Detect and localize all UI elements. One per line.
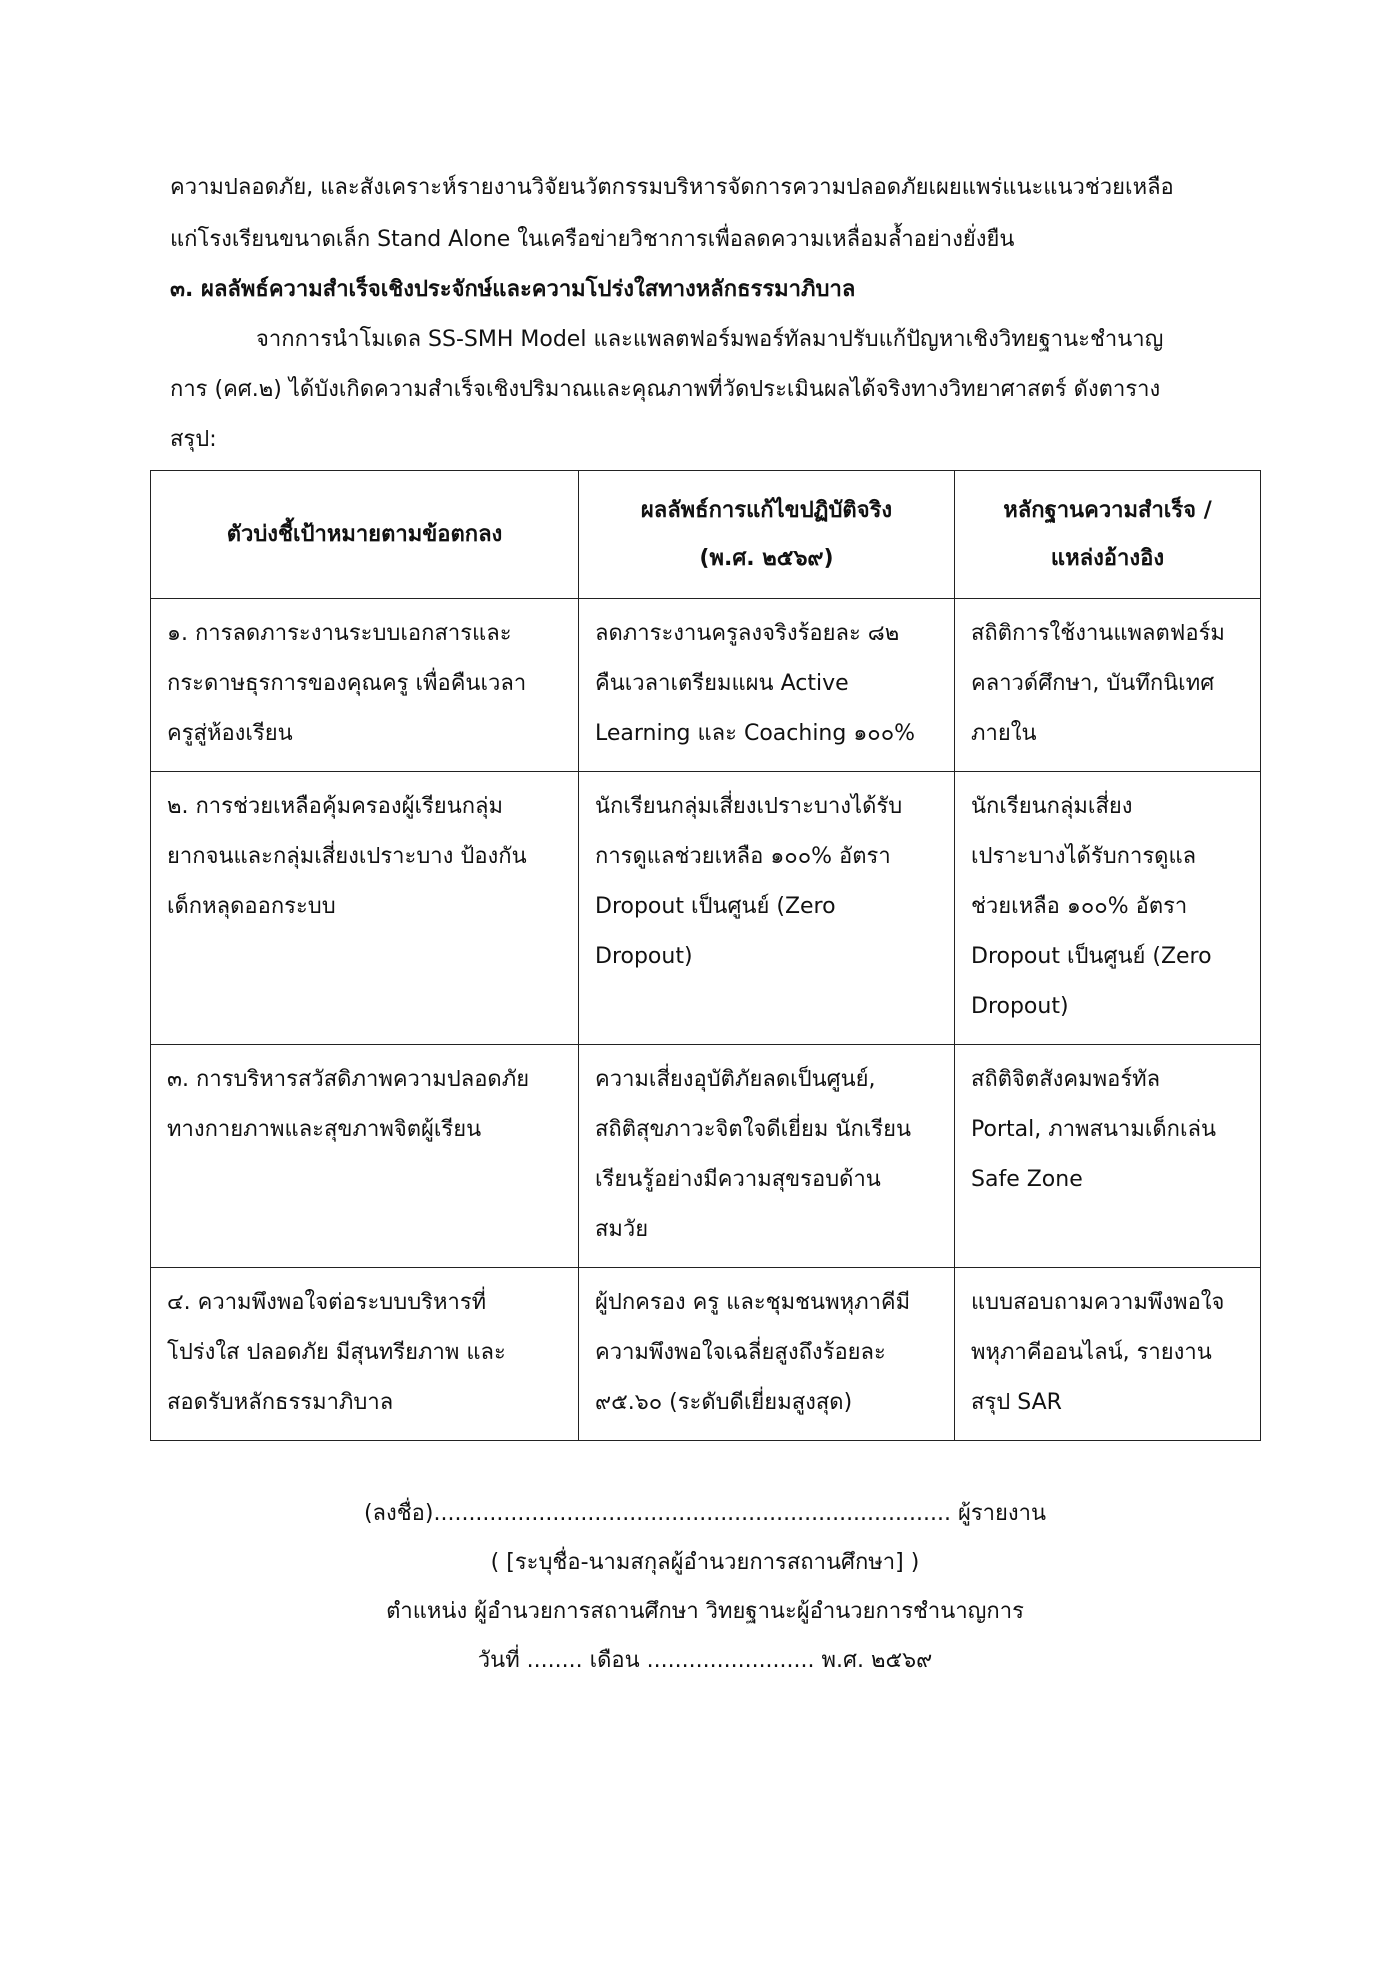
cell-line: ครูสู่ห้องเรียน — [167, 721, 293, 746]
cell-line: Dropout เป็นศูนย์ (Zero — [595, 894, 836, 919]
indicator-cell — [151, 772, 579, 1045]
cell-line: พหุภาคีออนไลน์, รายงาน — [971, 1340, 1212, 1365]
signature-name-line: ( [ระบุชื่อ-นามสกุลผู้อำนวยการสถานศึกษา] ) — [490, 1550, 920, 1575]
cell-line: Safe Zone — [971, 1167, 1083, 1192]
cell-line: Dropout) — [595, 944, 693, 969]
cell-line: สถิติการใช้งานแพลตฟอร์ม — [971, 621, 1225, 646]
table-row — [151, 1045, 1261, 1268]
cell-line: นักเรียนกลุ่มเสี่ยงเปราะบางได้รับ — [595, 794, 903, 819]
cell-line: สมวัย — [595, 1217, 649, 1242]
cell-line: เปราะบางได้รับการดูแล — [971, 844, 1197, 869]
cell-line: ๙๕.๖๐ (ระดับดีเยี่ยมสูงสุด) — [595, 1390, 853, 1415]
cell-line: โปร่งใส ปลอดภัย มีสุนทรียภาพ และ — [167, 1340, 506, 1365]
header-evidence-line: หลักฐานความสำเร็จ / — [1003, 497, 1212, 523]
cell-line: ความพึงพอใจเฉลี่ยสูงถึงร้อยละ — [595, 1340, 886, 1365]
header-result-line: (พ.ศ. ๒๕๖๙) — [699, 545, 834, 571]
cell-line: ความเสี่ยงอุบัติภัยลดเป็นศูนย์, — [595, 1067, 876, 1092]
cell-line: สอดรับหลักธรรมาภิบาล — [167, 1390, 394, 1415]
cell-line: นักเรียนกลุ่มเสี่ยง — [971, 794, 1133, 819]
table-row — [151, 772, 1261, 1045]
cell-line: การดูแลช่วยเหลือ ๑๐๐% อัตรา — [595, 844, 891, 869]
cell-line: Dropout เป็นศูนย์ (Zero — [971, 944, 1212, 969]
section-3-paragraph-line-1: จากการนำโมเดล SS-SMH Model และแพลตฟอร์มพอร์ทัลมาปรับแก้ปัญหาเชิงวิทยฐานะชำนาญ — [256, 327, 1164, 352]
cell-line: ผู้ปกครอง ครู และชุมชนพหุภาคีมี — [595, 1290, 911, 1315]
cell-line: Dropout) — [971, 994, 1069, 1019]
cell-line: Learning และ Coaching ๑๐๐% — [595, 721, 916, 746]
result-cell — [579, 1268, 955, 1441]
results-table — [150, 470, 1261, 1441]
cell-line: ๓. การบริหารสวัสดิภาพความปลอดภัย — [167, 1067, 530, 1092]
header-indicator-line: ตัวบ่งชี้เป้าหมายตามข้อตกลง — [226, 521, 503, 547]
cell-line: ๒. การช่วยเหลือคุ้มครองผู้เรียนกลุ่ม — [167, 794, 504, 819]
cell-line: แบบสอบถามความพึงพอใจ — [971, 1290, 1225, 1315]
result-cell — [579, 599, 955, 772]
cell-line: คืนเวลาเตรียมแผน Active — [595, 671, 849, 696]
evidence-cell — [955, 1045, 1261, 1268]
cell-line: ช่วยเหลือ ๑๐๐% อัตรา — [971, 894, 1188, 919]
table-header-row — [151, 471, 1261, 599]
table-row — [151, 1268, 1261, 1441]
cell-line: สถิติจิตสังคมพอร์ทัล — [971, 1067, 1161, 1092]
evidence-cell — [955, 1268, 1261, 1441]
section-3-heading: ๓. ผลลัพธ์ความสำเร็จเชิงประจักษ์และความโปร่งใสทางหลักธรรมาภิบาล — [170, 277, 856, 302]
signature-date-line: วันที่ ........ เดือน ........................ พ.ศ. ๒๕๖๙ — [477, 1648, 933, 1673]
indicator-cell — [151, 1268, 579, 1441]
cell-line: สรุป SAR — [971, 1390, 1062, 1415]
cell-line: ๔. ความพึงพอใจต่อระบบบริหารที่ — [167, 1290, 487, 1315]
cell-line: Portal, ภาพสนามเด็กเล่น — [971, 1117, 1217, 1142]
signature-position-line: ตำแหน่ง ผู้อำนวยการสถานศึกษา วิทยฐานะผู้อำนวยการชำนาญการ — [386, 1599, 1024, 1624]
section-3-paragraph-line-3: สรุป: — [170, 427, 217, 452]
result-cell — [579, 1045, 955, 1268]
cell-line: กระดาษธุรการของคุณครู เพื่อคืนเวลา — [167, 671, 527, 696]
cell-line: ทางกายภาพและสุขภาพจิตผู้เรียน — [167, 1117, 482, 1142]
cell-line: สถิติสุขภาวะจิตใจดีเยี่ยม นักเรียน — [595, 1117, 912, 1142]
header-result-line: ผลลัพธ์การแก้ไขปฏิบัติจริง — [640, 497, 893, 523]
header-evidence — [955, 471, 1261, 599]
table-row — [151, 599, 1261, 772]
header-result — [579, 471, 955, 599]
intro-line-2: แก่โรงเรียนขนาดเล็ก Stand Alone ในเครือข่ายวิชาการเพื่อลดความเหลื่อมล้ำอย่างยั่งยืน — [170, 227, 1015, 252]
indicator-cell — [151, 1045, 579, 1268]
intro-line-1: ความปลอดภัย, และสังเคราะห์รายงานวิจัยนวัตกรรมบริหารจัดการความปลอดภัยเผยแพร่แนะแนวช่วยเหลือ — [170, 175, 1174, 200]
cell-line: ๑. การลดภาระงานระบบเอกสารและ — [167, 621, 512, 646]
result-cell — [579, 772, 955, 1045]
cell-line: ภายใน — [971, 721, 1037, 746]
section-3-paragraph-line-2: การ (คศ.๒) ได้บังเกิดความสำเร็จเชิงปริมาณและคุณภาพที่วัดประเมินผลได้จริงทางวิทยาศาสตร์ ดังตาราง — [170, 377, 1161, 402]
indicator-cell — [151, 599, 579, 772]
cell-line: คลาวด์ศึกษา, บันทึกนิเทศ — [971, 671, 1215, 696]
header-indicator — [151, 471, 579, 599]
cell-line: เรียนรู้อย่างมีความสุขรอบด้าน — [595, 1167, 881, 1192]
signature-line: (ลงชื่อ).......................................................................... ผู้รายงาน — [363, 1501, 1047, 1526]
header-evidence-line: แหล่งอ้างอิง — [1050, 545, 1165, 571]
evidence-cell — [955, 599, 1261, 772]
evidence-cell — [955, 772, 1261, 1045]
cell-line: ลดภาระงานครูลงจริงร้อยละ ๘๒ — [595, 621, 900, 646]
cell-line: เด็กหลุดออกระบบ — [167, 894, 336, 919]
cell-line: ยากจนและกลุ่มเสี่ยงเปราะบาง ป้องกัน — [167, 844, 527, 869]
